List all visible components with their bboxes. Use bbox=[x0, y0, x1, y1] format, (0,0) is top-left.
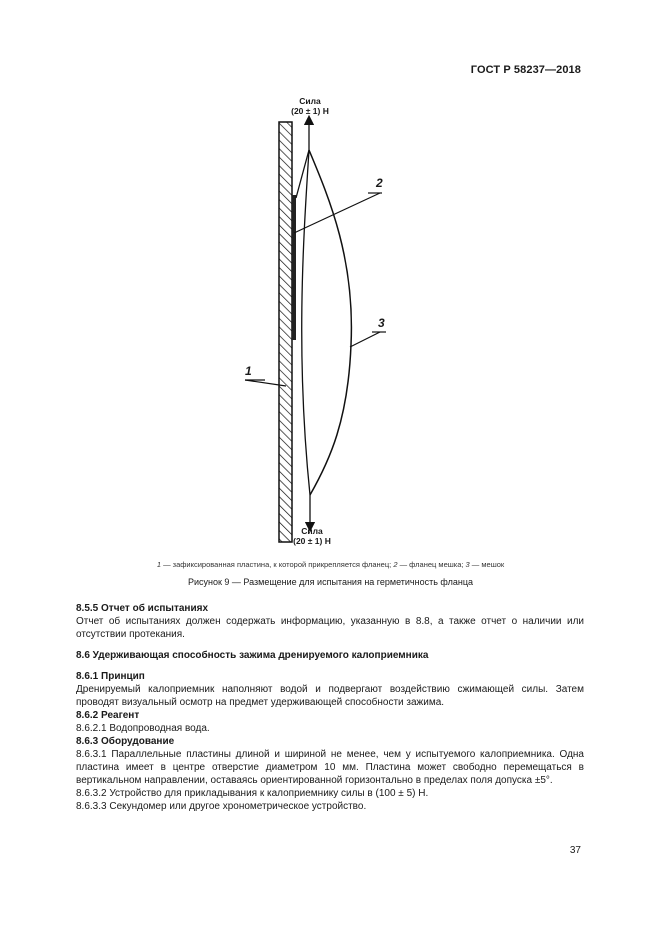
section-8-5-5-title: 8.5.5 Отчет об испытаниях bbox=[76, 603, 209, 614]
legend-3-number: 3 bbox=[465, 560, 470, 569]
legend-2-number: 2 bbox=[393, 560, 398, 569]
document-body bbox=[76, 602, 584, 813]
section-8-6-3-3-text: 8.6.3.3 Секундомер или другое хронометрическое устройство. bbox=[76, 801, 367, 812]
force-bottom-value: (20 ± 1) Н bbox=[293, 536, 331, 546]
section-8-6-title: 8.6 Удерживающая способность зажима дренируемого калоприемника bbox=[76, 650, 429, 661]
document-id-header: ГОСТ Р 58237—2018 bbox=[470, 64, 581, 76]
section-8-6-3-1-text: 8.6.3.1 Параллельные пластины длиной и шириной не менее, чем у испытуемого калоприемника. Одна пластина имеет в центре отверстие диаметром 10 мм. Пластина может свободно перемещаться в вертикальном направлении, оставаясь ориентированной горизонтально в пределах поля допуска ±5°. bbox=[76, 749, 584, 786]
force-top-value: (20 ± 1) Н bbox=[291, 106, 329, 116]
bag-flange bbox=[292, 195, 296, 340]
section-8-6-3-title: 8.6.3 Оборудование bbox=[76, 736, 175, 747]
legend-2-text: — фланец мешка; bbox=[397, 560, 466, 569]
figure-flange-test-setup bbox=[220, 90, 440, 560]
section-8-6-1-title: 8.6.1 Принцип bbox=[76, 671, 145, 682]
section-8-6-2-1-text: 8.6.2.1 Водопроводная вода. bbox=[76, 723, 210, 734]
section-8-6-1-text: Дренируемый калоприемник наполняют водой и подвергают воздействию сжимающей силы. Затем проводят визуальный осмотр на предмет удерживающей способности зажима. bbox=[76, 684, 584, 708]
callout-label-3: 3 bbox=[378, 316, 385, 330]
flange-test-diagram bbox=[220, 90, 440, 560]
legend-3-text: — мешок bbox=[469, 560, 505, 569]
page-number: 37 bbox=[569, 845, 581, 856]
fixed-plate bbox=[279, 122, 292, 542]
force-bottom-label bbox=[282, 526, 342, 546]
section-8-5-5-text: Отчет об испытаниях должен содержать информацию, указанную в 8.8, а также отчет о наличии или отсутствии протекания. bbox=[76, 616, 584, 640]
force-top-label bbox=[280, 96, 340, 116]
bag-inner-line bbox=[302, 150, 310, 495]
legend-1-number: 1 bbox=[156, 560, 161, 569]
figure-legend bbox=[0, 560, 661, 569]
section-8-6-3-2-text: 8.6.3.2 Устройство для прикладывания к калоприемнику силы в (100 ± 5) Н. bbox=[76, 788, 429, 799]
force-bottom-label-text: Сила bbox=[301, 526, 323, 536]
section-8-6-2-title: 8.6.2 Реагент bbox=[76, 710, 140, 721]
figure-caption: Рисунок 9 — Размещение для испытания на герметичность фланца bbox=[187, 577, 474, 587]
force-top-label-text: Сила bbox=[299, 96, 321, 106]
callout-label-1: 1 bbox=[245, 364, 252, 378]
bag-outline bbox=[309, 150, 351, 495]
callout-label-2: 2 bbox=[376, 176, 383, 190]
callout-line-3 bbox=[350, 332, 380, 347]
legend-1-text: — зафиксированная пластина, к которой прикрепляется фланец; bbox=[160, 560, 394, 569]
